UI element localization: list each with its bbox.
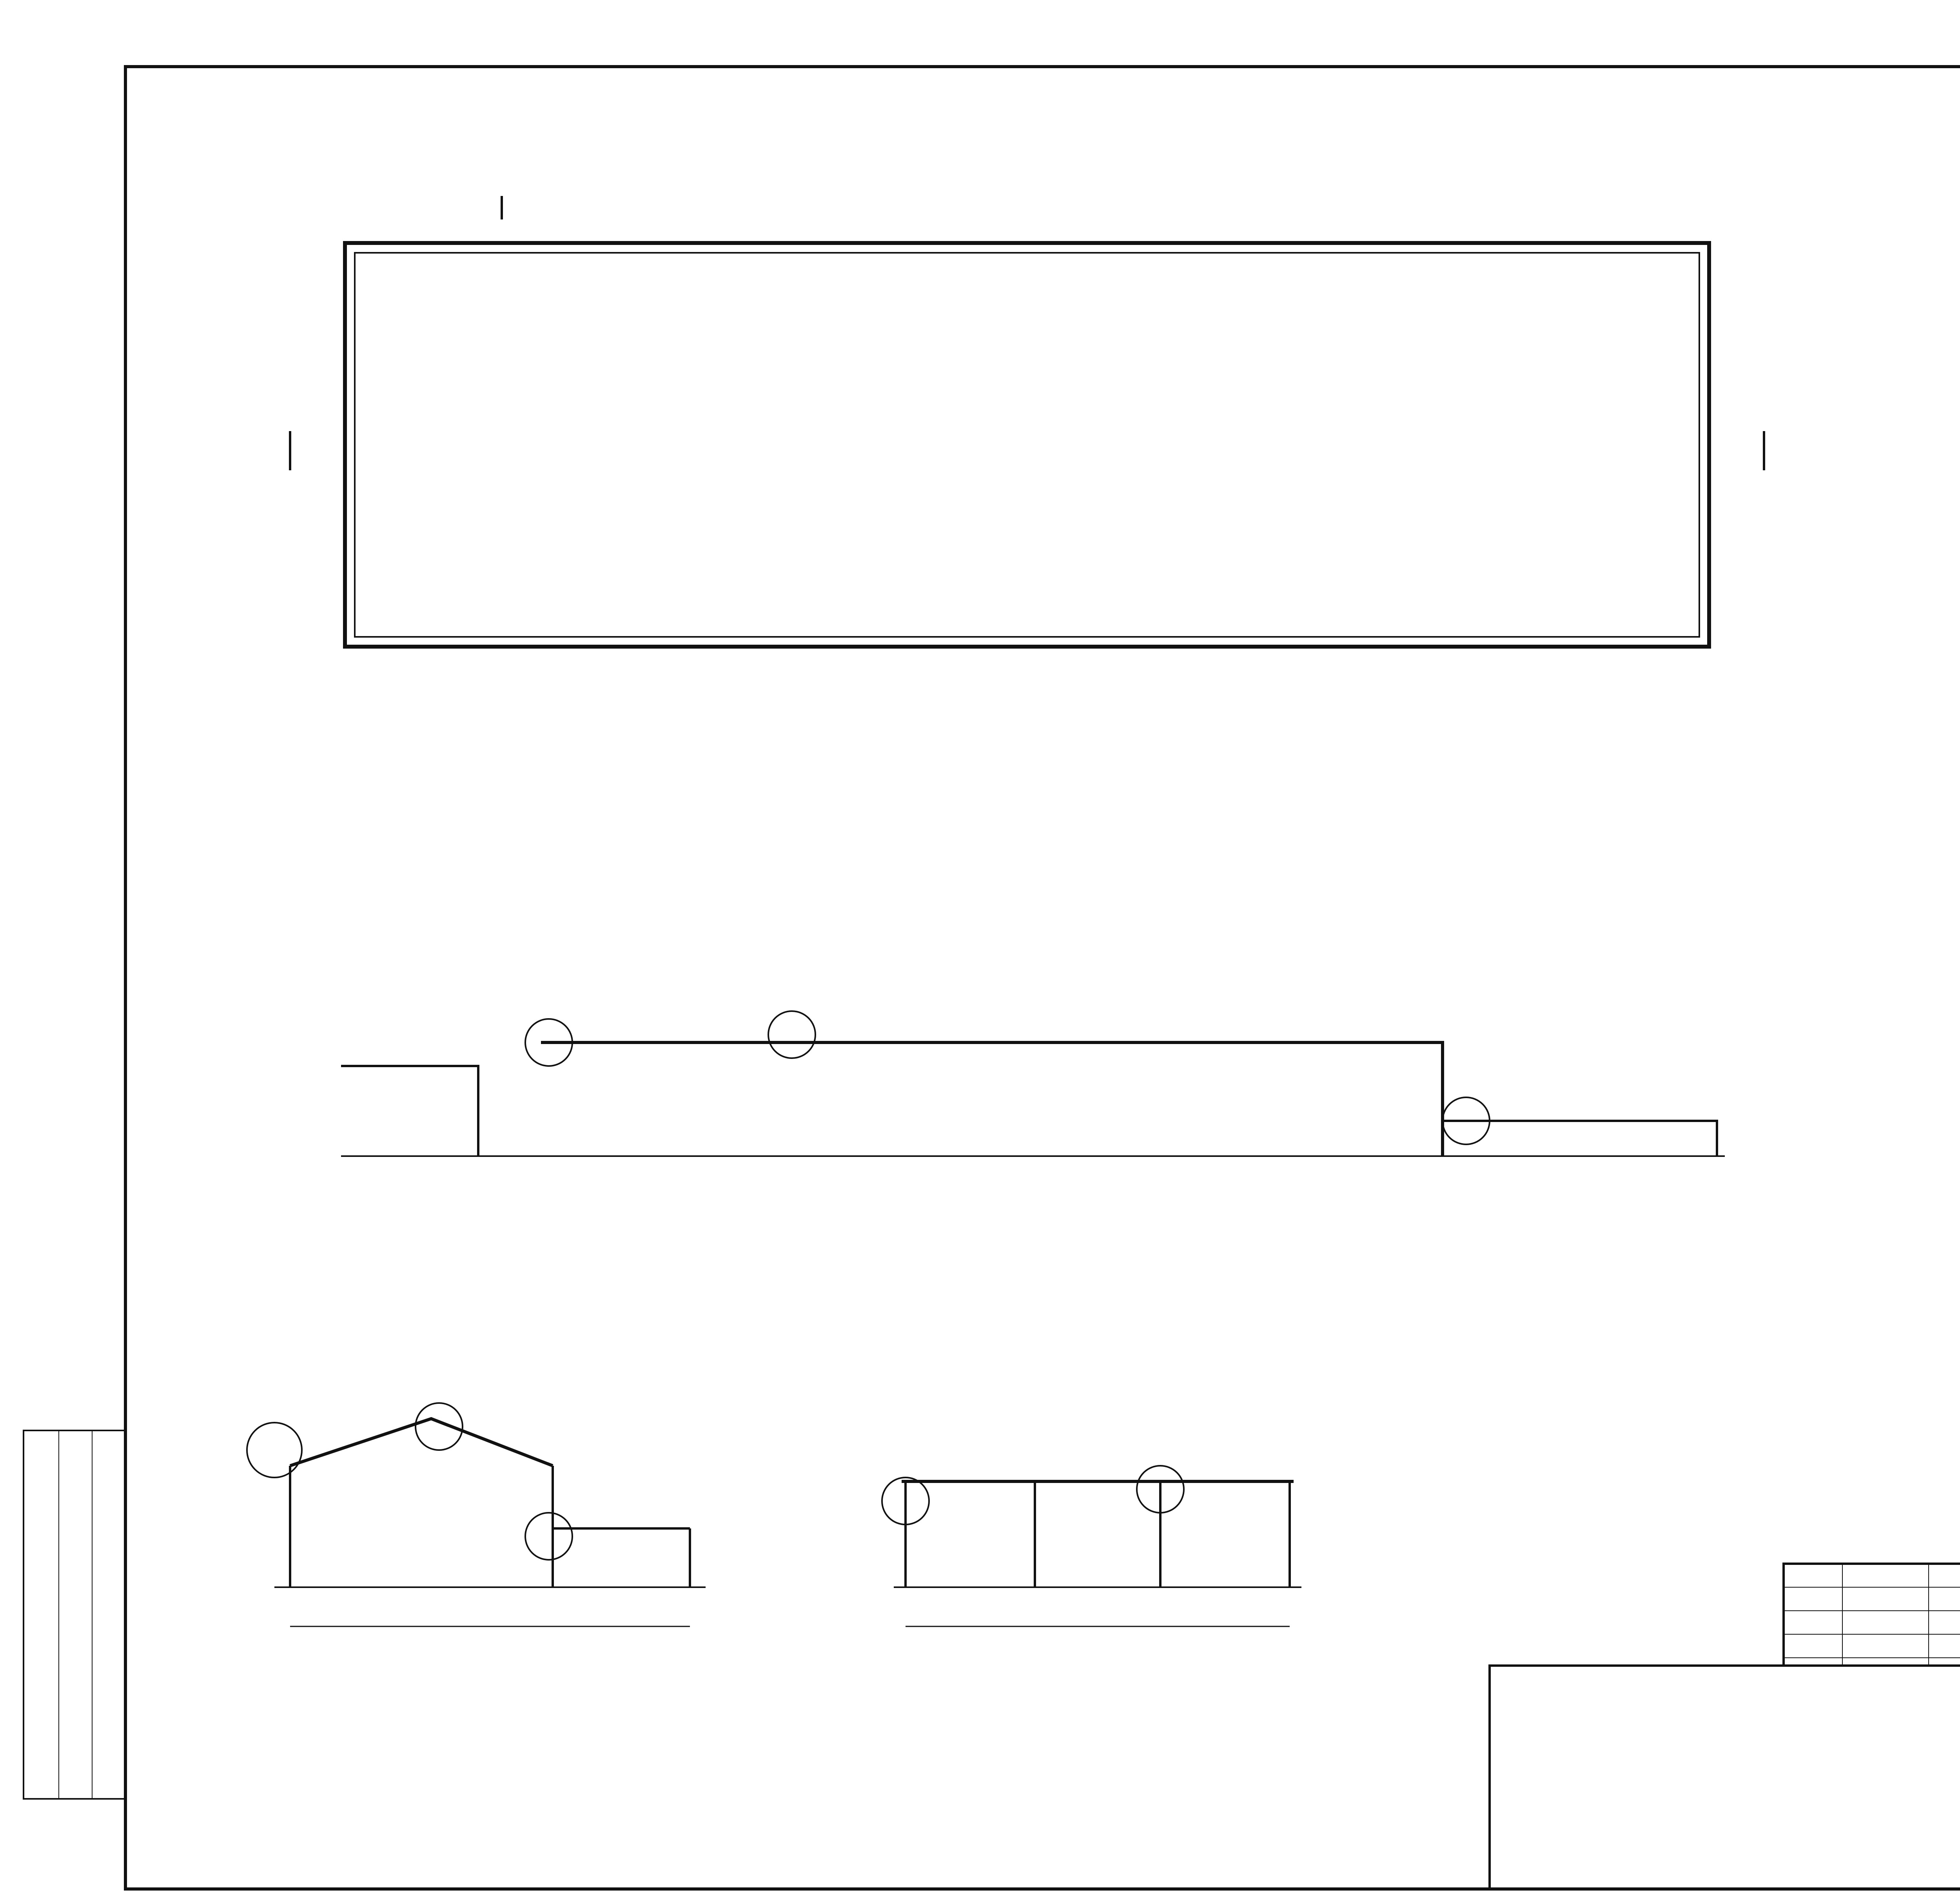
title-block: [1490, 1564, 1960, 1889]
section-1-1-callouts: [525, 1011, 1490, 1144]
section-2-2-drawing: [247, 1403, 706, 1587]
section-1-1-drawing: [341, 1042, 1725, 1156]
approval-stamp: [24, 1430, 125, 1799]
section-markers: [290, 196, 1764, 470]
plan-outline: [345, 243, 1709, 647]
sheet-frame: [125, 67, 1960, 1889]
section-3-3-drawing: [882, 1466, 1301, 1587]
